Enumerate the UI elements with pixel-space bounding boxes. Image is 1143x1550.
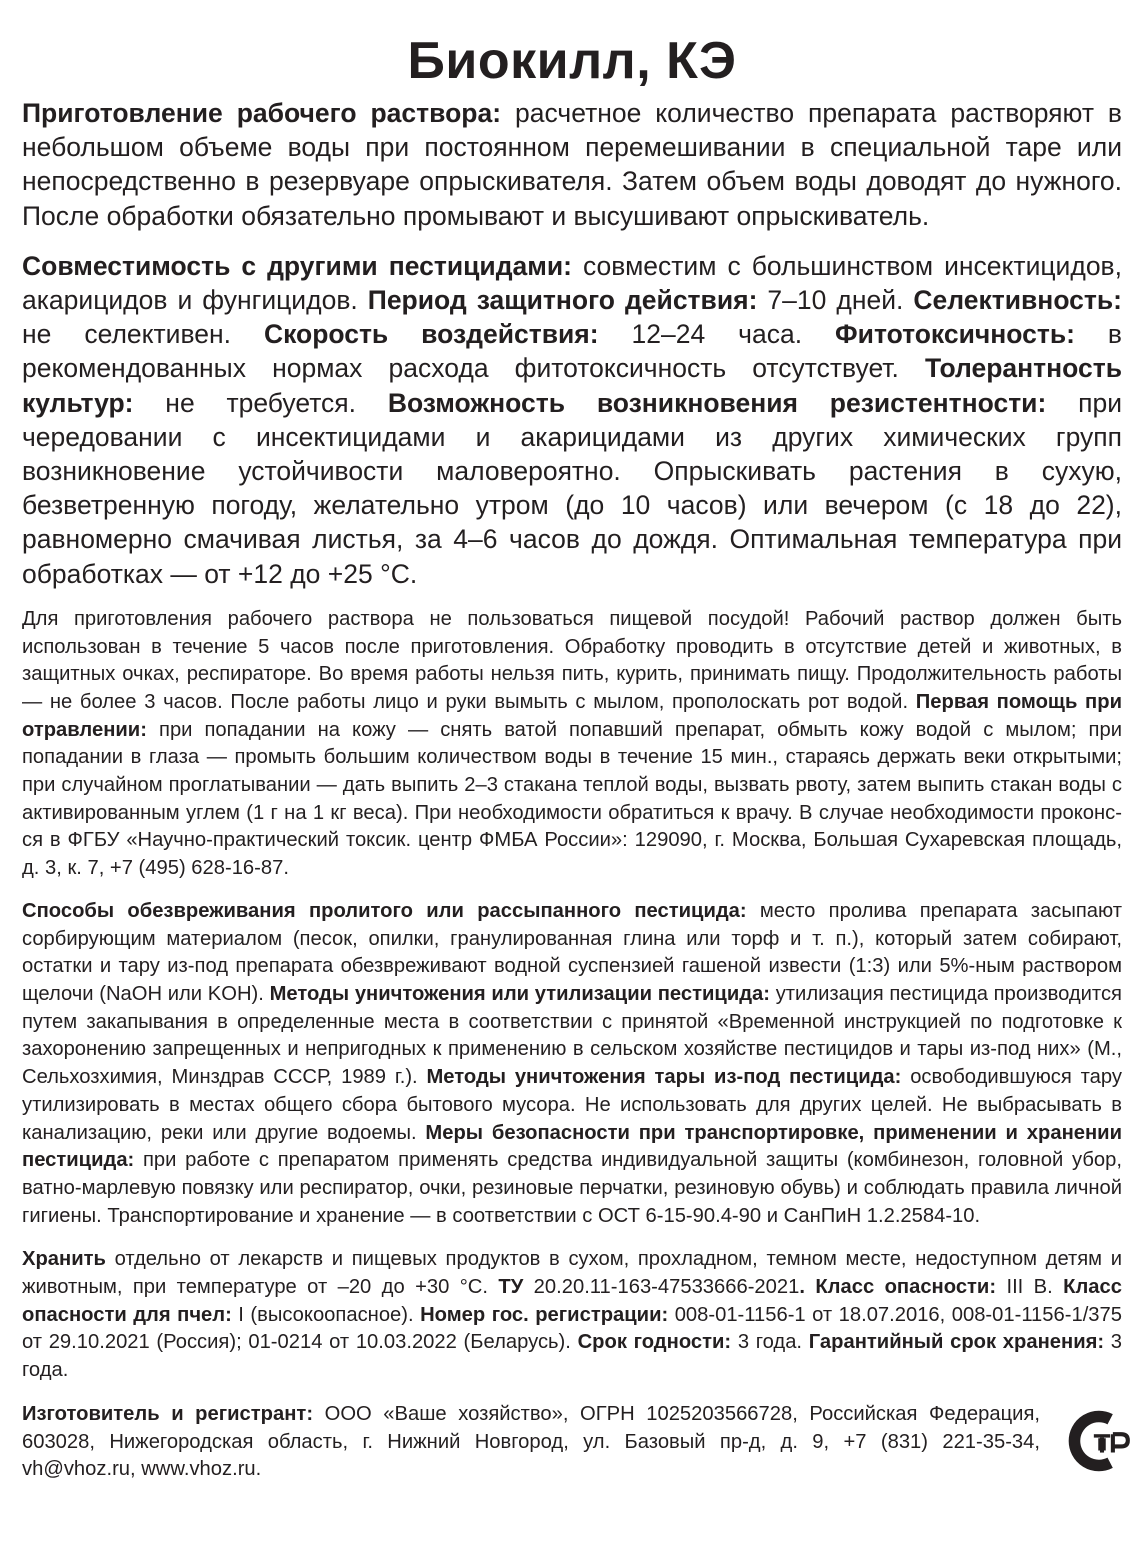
store-text: отдельно от лекарств и пищевых продуктов в сухом, прохладном, темном месте, недоступном детям и животным, при температуре от –20 до +30 °С. <box>22 1248 1122 1299</box>
guarantee-label: Гарантийный срок хранения: <box>808 1331 1105 1354</box>
shelf-life-text: 3 года. <box>731 1331 809 1354</box>
store-label: Хранить <box>22 1248 106 1271</box>
guarantee-text: 3 года. <box>22 1331 1123 1382</box>
tolerance-text: не требуется. <box>133 387 388 418</box>
speed-label: Скорость воздействия: <box>263 319 599 350</box>
registration-text: 008-01-1156-1 от 18.07.2016, 008-01-1156-1/375 от 29.10.2021 (Россия); 01-0214 от 10.03.2022 (Беларусь). <box>22 1303 1122 1354</box>
compatibility-text: совместим с большинством инсектицидов, акарицидов и фунгицидов. <box>22 250 1122 316</box>
bee-hazard-text: I (высокоопасное). <box>231 1303 421 1326</box>
manufacturer-block <box>22 1401 1122 1484</box>
storage-section <box>22 1246 1122 1385</box>
resistance-label: Возможность возникновения резистентности: <box>387 387 1047 418</box>
hazard-class-label: . Класс опасности: <box>799 1276 997 1299</box>
registration-label: Номер гос. регистрации: <box>420 1303 669 1326</box>
bee-hazard-label: Класс опасности для пчел: <box>22 1276 1122 1326</box>
product-title: Биокилл, КЭ <box>407 32 737 90</box>
selectivity-label: Селективность: <box>913 285 1122 316</box>
first-aid-text: при попадании на кожу — снять ватой попавший препарат, обмыть кожу водой с мылом; при попадании в глаза — промыть большим количеством воды в течение 15 мин., стараясь держать веки открытыми; при случайном проглатывании — дать выпить 2–3 стакана теплой воды, вызвать рвоту, затем выпить стакан воды с активированным углем (1 г на 1 кг веса). При необходимости обратиться к врачу. В случае необходимости проконс-ся в ФГБУ «Научно-практический токсик. центр ФМБА России»: 129090, г. Москва, Большая Сухаревская площадь, д. 3, к. 7, +7 (495) 628-16-87. <box>22 718 1122 880</box>
speed-text: 12–24 часа. <box>598 319 836 350</box>
preparation-text: расчетное количество препарата растворяют в небольшом объеме воды при постоянном перемешивании в специальной таре или непосредственно в резервуаре опрыскивателя. Затем объем воды доводят до нужного. После обработки обязательно промывают и высушивают опрыскиватель. <box>22 98 1123 231</box>
transport-text: при работе с препаратом применять средства индивидуальной защиты (комбинезон, головной убор, ватно-марлевую повязку или респиратор, очки, резиновые перчатки, резиновую обувь) и соблюдать правила личной гигиены. Транспортирование и хранение — в соответствии с ОСТ 6-15-90.4-90 и СанПиН 1.2.2584-10. <box>22 1149 1122 1227</box>
manufacturer-label: Изготовитель и регистрант: <box>22 1402 314 1425</box>
destroy-label: Методы уничтожения или утилизации пестицида: <box>269 982 770 1005</box>
spill-label: Способы обезвреживания пролитого или рассыпанного пестицида: <box>22 899 747 922</box>
shelf-life-label: Срок годности: <box>577 1331 732 1354</box>
safety-text: Для приготовления рабочего раствора не пользоваться пищевой посудой! Рабочий раствор должен быть использован в течение 5 часов после приготовления. Обработку проводить в отсутствие детей и животных, в защитных очках, респираторе. Во время работы нельзя пить, курить, принимать пищу. Продолжительность работы — не более 3 часов. После работы лицо и руки вымыть с мылом, прополоскать рот водой. <box>22 607 1122 713</box>
tare-text: освободившуюся тару утилизировать в местах общего сбора бытового мусора. Не использовать для других целей. Не выбрасывать в канализацию, реки или другие водоемы. <box>22 1066 1122 1144</box>
disposal-section <box>22 898 1122 1230</box>
protection-period-label: Период защитного действия: <box>367 285 758 316</box>
destroy-text: утилизация пестицида производится путем закапывания в определенные места в соответствии с принятой «Временной инструкцией по подготовке к захоронению запрещенных и непригодных к применению в сельском хозяйстве пестицидов и тары из-под них» (М., Сельхозхимия, Минздрав СССР, 1989 г.). <box>22 982 1122 1089</box>
preparation-section <box>22 96 1122 233</box>
resistance-text: при чередовании с инсектицидами и акарицидами из других химических групп возникновение устойчивости маловероятно. Опрыскивать растения в сухую, безветренную погоду, желательно утром (до 10 часов) или вечером (с 18 до 22), равномерно смачивая листья, за 4–6 часов до дождя. Оптимальная температура при обработках — от +12 до +25 °С. <box>22 387 1122 589</box>
safety-section <box>22 606 1122 883</box>
selectivity-text: не селективен. <box>22 319 264 350</box>
manufacturer-text: ООО «Ваше хозяйство», ОГРН 1025203566728, Российская Федерация, 603028, Нижегородская область, г. Нижний Новгород, ул. Базовый пр-д, д. 9, +7 (831) 221-35-34, vh@vhoz.ru, www.vhoz.ru. <box>22 1402 1040 1481</box>
protection-period-text: 7–10 дней. <box>757 285 914 316</box>
tare-label: Методы уничтожения тары из-под пестицида: <box>426 1066 902 1089</box>
hazard-class-text: III В. <box>996 1276 1064 1299</box>
manufacturer-section <box>22 1401 1040 1484</box>
spill-text: место пролива препарата засыпают сорбирующим материалом (песок, опилки, гранулированная глина или торф и т. п.), который затем собирают, остатки и тару из-под препарата обезвреживают водной суспензией гашеной извести (1:3) или 5%-ным раствором щелочи (NaOH или KOH). <box>22 899 1122 1005</box>
tu-text: 20.20.11-163-47533666-2021 <box>523 1276 800 1299</box>
label-page <box>22 30 1122 1484</box>
transport-label: Меры безопасности при транспортировке, применении и хранении пестицида: <box>22 1121 1122 1172</box>
properties-section <box>22 249 1122 591</box>
preparation-label: Приготовление рабочего раствора: <box>22 98 502 128</box>
phytotoxicity-text: в рекомендованных нормах расхода фитотоксичность отсутствует. <box>22 319 1122 384</box>
tolerance-label: Толерантность культур: <box>22 353 1122 418</box>
gost-r-certification-icon <box>1068 1407 1136 1475</box>
phytotoxicity-label: Фитотоксичность: <box>835 319 1075 350</box>
tu-label: ТУ <box>498 1276 524 1299</box>
compatibility-label: Совместимость с другими пестицидами: <box>22 250 572 281</box>
first-aid-label: Первая помощь при отравлении: <box>22 690 1122 741</box>
